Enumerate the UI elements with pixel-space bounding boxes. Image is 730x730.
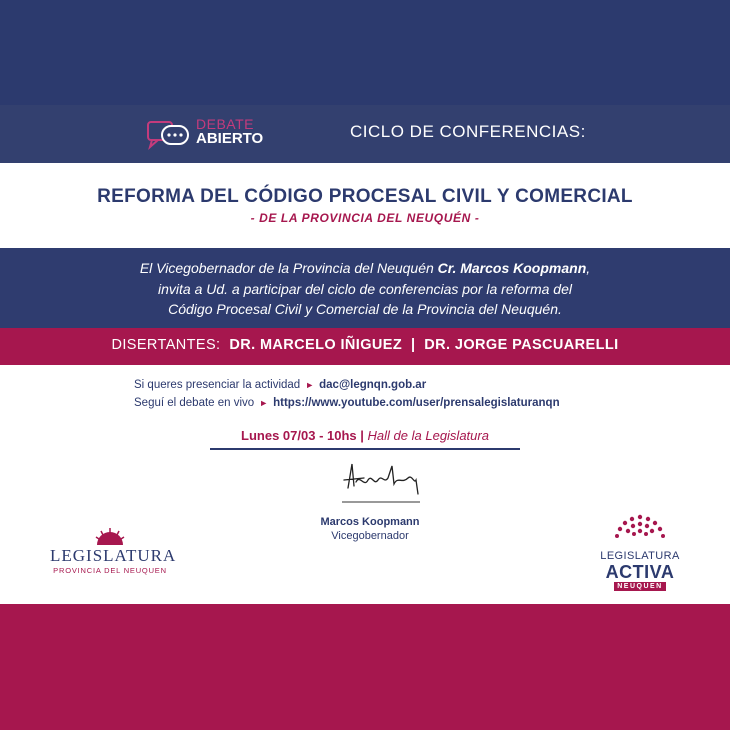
logo-debate-text: DEBATE (196, 116, 254, 132)
neuquen-badge: NEUQUEN (614, 582, 666, 591)
arrow-right-icon: ► (259, 398, 269, 408)
activa-wordmark: ACTIVA (605, 562, 675, 582)
invitation-line-3: Código Procesal Civil y Comercial de la Provincia del Neuquén. (168, 301, 562, 317)
event-place: Hall de la Legislatura (367, 428, 489, 443)
legislatura-emblem-icon (95, 528, 125, 546)
chat-bubbles-icon (146, 120, 192, 150)
dots-arc-icon (612, 514, 668, 548)
signature-image (338, 458, 424, 510)
event-date: Lunes 07/03 - 10hs (241, 428, 357, 443)
main-title: REFORMA DEL CÓDIGO PROCESAL CIVIL Y COMERCIAL (97, 186, 633, 207)
invitation-line-2: invita a Ud. a participar del ciclo de conferencias por la reforma del (158, 281, 572, 297)
youtube-link[interactable]: https://www.youtube.com/user/prensalegislaturanqn (273, 397, 560, 409)
speakers-label: DISERTANTES: (111, 337, 221, 353)
event-date-line: Lunes 07/03 - 10hs | Hall de la Legislatura (210, 428, 520, 450)
legislatura-activa-wordmark: LEGISLATURA (600, 550, 680, 562)
invitation-line-1: El Vicegobernador de la Provincia del Neuquén Cr. Marcos Koopmann, (139, 260, 591, 276)
legislatura-subtitle: PROVINCIA DEL NEUQUEN (53, 566, 167, 575)
speaker-2: DR. JORGE PASCUARELLI (424, 337, 619, 353)
email-link[interactable]: dac@legnqn.gob.ar (319, 379, 427, 391)
info-presencial: Si queres presenciar la actividad ► dac@legnqn.gob.ar (134, 379, 427, 391)
ciclo-heading: CICLO DE CONFERENCIAS: (350, 122, 586, 141)
sub-title: - DE LA PROVINCIA DEL NEUQUÉN - (250, 211, 480, 225)
arrow-right-icon: ► (305, 380, 315, 390)
bottom-band (0, 604, 730, 730)
invitation-host-name: Cr. Marcos Koopmann (437, 260, 587, 276)
speaker-1: DR. MARCELO IÑIGUEZ (229, 337, 403, 353)
logo-abierto-text: ABIERTO (196, 130, 264, 147)
speakers-line: DISERTANTES: DR. MARCELO IÑIGUEZ | DR. JORGE PASCUARELLI (111, 337, 619, 353)
legislatura-wordmark: LEGISLATURA (50, 546, 177, 565)
top-band (0, 0, 730, 105)
info-vivo: Seguí el debate en vivo ► https://www.youtube.com/user/prensalegislaturanqn (134, 397, 560, 409)
signatory-role: Vicegobernador (331, 530, 409, 542)
debate-abierto-logo (146, 116, 276, 152)
signatory-name: Marcos Koopmann (320, 516, 420, 528)
